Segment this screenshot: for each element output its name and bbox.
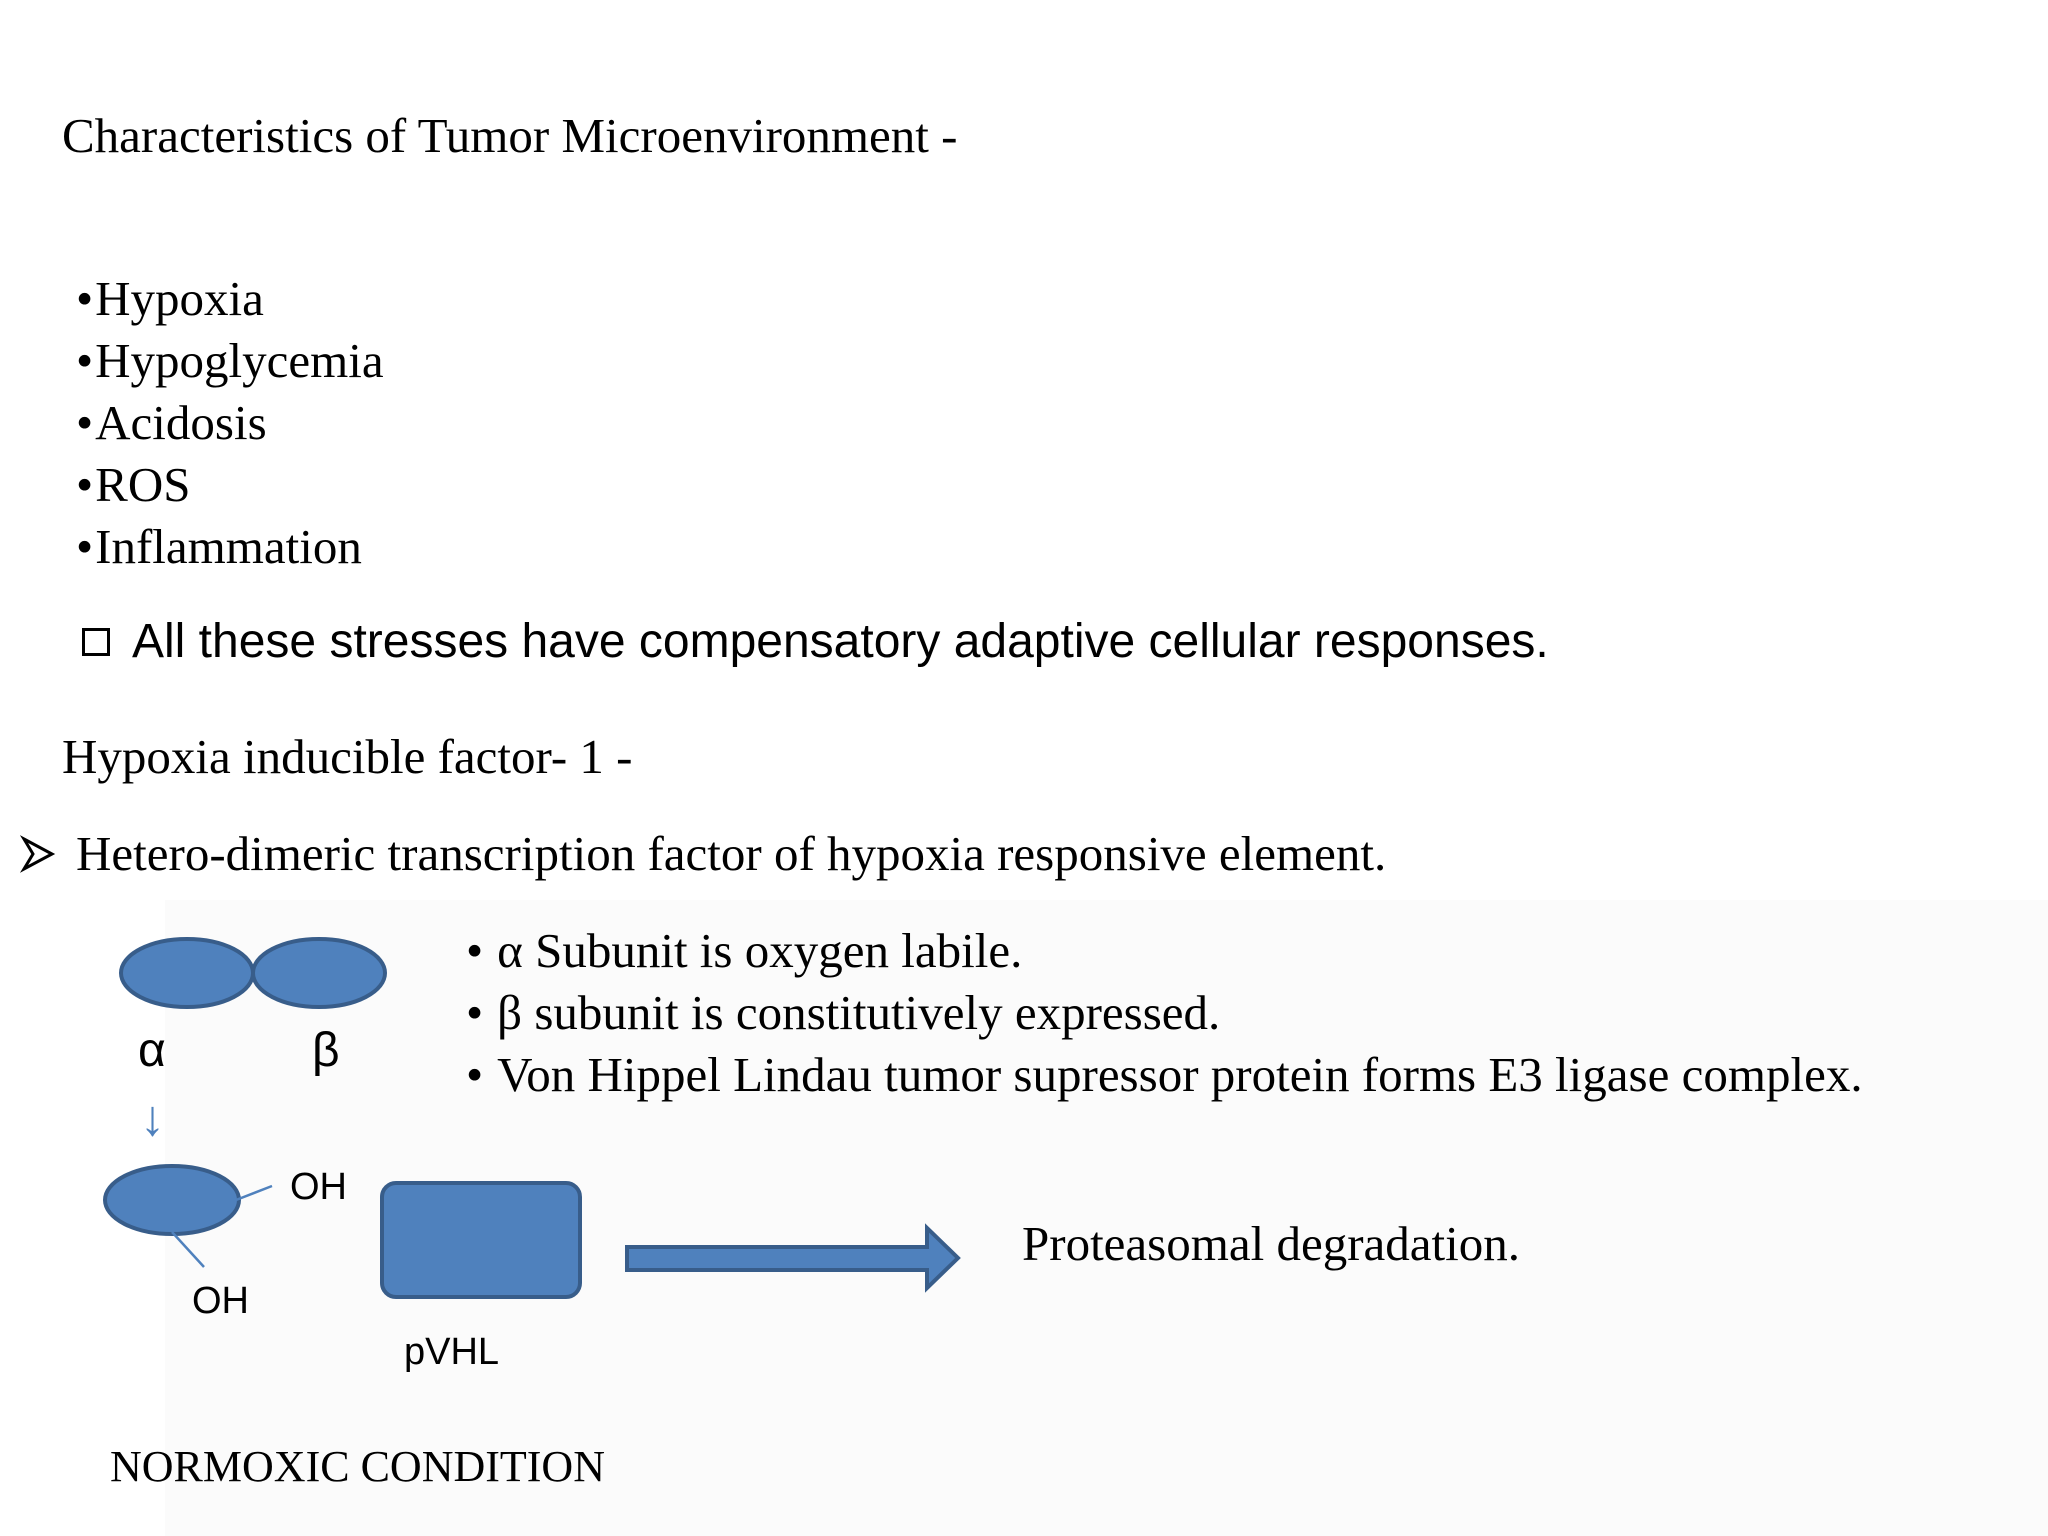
bullet-dot: •	[466, 985, 484, 1040]
bullet-dot: •	[76, 519, 94, 574]
oh-bond-line	[172, 1232, 204, 1267]
bullet-dot: •	[76, 271, 94, 326]
down-arrow-icon: ↓	[140, 1090, 165, 1146]
pvhl-label: pVHL	[404, 1331, 500, 1373]
hif-description-text: Hetero-dimeric transcription factor of hypoxia responsive element.	[76, 826, 1387, 881]
beta-subunit-shape	[253, 939, 385, 1007]
stress-label: Hypoglycemia	[95, 333, 384, 388]
beta-label: β	[312, 1024, 340, 1077]
bullet-dot: •	[466, 1047, 484, 1102]
fact-text: Von Hippel Lindau tumor supressor protein forms E3 ligase complex.	[497, 1047, 1863, 1102]
normoxic-condition-label: NORMOXIC CONDITION	[110, 1442, 605, 1491]
bullet-dot: •	[76, 395, 94, 450]
stress-label: Acidosis	[95, 395, 267, 450]
fact-text: α Subunit is oxygen labile.	[497, 923, 1023, 978]
note-text: All these stresses have compensatory adaptive cellular responses.	[132, 615, 1549, 668]
pvhl-shape	[382, 1183, 580, 1297]
oh-label: OH	[290, 1166, 347, 1208]
alpha-label: α	[138, 1024, 166, 1077]
hydroxylated-alpha-shape	[105, 1166, 239, 1234]
bullet-dot: •	[76, 457, 94, 512]
bullet-dot: •	[76, 333, 94, 388]
oh-bond-line	[236, 1186, 272, 1200]
bullet-dot: •	[466, 923, 484, 978]
alpha-subunit-shape	[121, 939, 253, 1007]
stress-label: Hypoxia	[95, 271, 264, 326]
stress-label: Inflammation	[95, 519, 362, 574]
right-arrow-icon	[627, 1228, 958, 1288]
stress-label: ROS	[95, 457, 191, 512]
fact-text: β subunit is constitutively expressed.	[497, 985, 1221, 1040]
hif-heading: Hypoxia inducible factor- 1 -	[62, 729, 633, 784]
oh-label: OH	[192, 1280, 249, 1322]
slide-title: Characteristics of Tumor Microenvironment -	[62, 108, 958, 163]
proteasomal-degradation-label: Proteasomal degradation.	[1022, 1216, 1521, 1271]
